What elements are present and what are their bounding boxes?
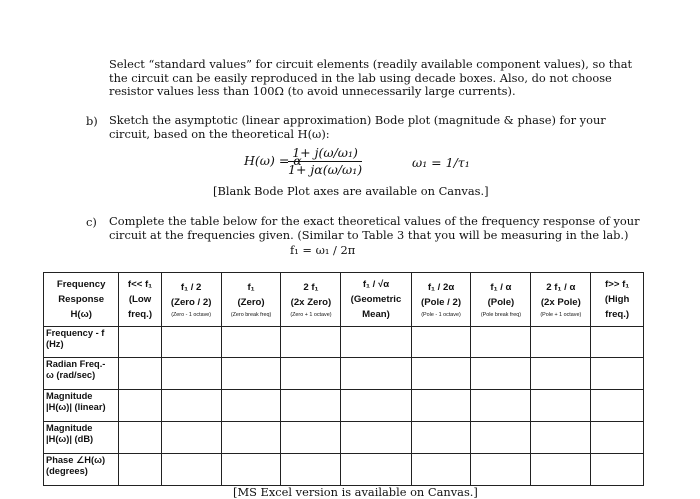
table-cell[interactable] <box>411 358 471 389</box>
frequency-response-table <box>43 272 644 486</box>
row-header <box>44 389 119 421</box>
table-cell[interactable] <box>531 358 591 389</box>
column-header-line-3: (Zero break freq) <box>230 311 272 318</box>
column-header <box>471 273 531 327</box>
excel-note: [MS Excel version is available on Canvas.] <box>233 485 478 499</box>
part-c-label: c) <box>86 215 97 229</box>
bode-axes-note: [Blank Bode Plot axes are available on Canvas.] <box>213 184 489 198</box>
table-cell[interactable] <box>161 422 221 453</box>
column-header-line-3: (Zero - 1 octave) <box>171 311 212 318</box>
column-header-line-1: f>> f₁ <box>605 278 630 290</box>
table-row <box>44 326 644 357</box>
column-header-line-3: freq.) <box>605 308 630 320</box>
table-cell[interactable] <box>161 358 221 389</box>
intro-line-3: resistor values less than 100Ω (to avoid unnecessarily large currents). <box>109 84 516 99</box>
table-cell[interactable] <box>161 389 221 421</box>
row-header-line-2: |H(ω)| (linear) <box>46 401 106 412</box>
column-header-line-2: (2x Zero) <box>290 297 332 309</box>
table-cell[interactable] <box>531 453 591 485</box>
table-cell[interactable] <box>281 358 341 389</box>
column-header-line-1: f₁ / α <box>490 282 512 294</box>
column-header <box>161 273 221 327</box>
row-header-line-1: Radian Freq.- <box>46 359 106 370</box>
transfer-function-fraction <box>288 145 362 178</box>
table-cell[interactable] <box>341 326 411 357</box>
intro-paragraph <box>109 58 649 99</box>
column-header-line-2: (High <box>604 293 630 305</box>
row-header-line-1: Magnitude <box>46 390 93 401</box>
table-cell[interactable] <box>591 389 644 421</box>
column-header <box>221 273 281 327</box>
header-cell <box>44 273 119 327</box>
column-header <box>281 273 341 327</box>
transfer-function-lhs: H(ω) = α <box>244 153 302 168</box>
part-c-text <box>109 215 649 242</box>
column-header-line-1: f₁ / √α <box>362 278 390 290</box>
column-header-line-3: (Pole - 1 octave) <box>421 311 461 318</box>
part-b-label: b) <box>86 114 98 128</box>
table-cell[interactable] <box>341 453 411 485</box>
intro-line-1: Select “standard values” for circuit elements (readily available component values), so that <box>109 57 633 71</box>
column-header-line-1: f₁ / 2α <box>427 282 455 294</box>
transfer-function-numerator: 1+ j(ω/ω₁) <box>288 145 362 162</box>
row-header <box>44 422 119 453</box>
row-header-line-2: ω (rad/sec) <box>46 370 96 381</box>
column-header-line-1: 2 f₁ / α <box>546 282 576 294</box>
table-cell[interactable] <box>471 422 531 453</box>
column-header <box>119 273 161 327</box>
row-header <box>44 326 119 357</box>
table-cell[interactable] <box>591 422 644 453</box>
table-cell[interactable] <box>119 326 161 357</box>
table-row <box>44 389 644 421</box>
table-cell[interactable] <box>281 422 341 453</box>
row-header-line-2: (Hz) <box>46 338 64 349</box>
table-cell[interactable] <box>281 453 341 485</box>
table-cell[interactable] <box>221 358 281 389</box>
table-cell[interactable] <box>281 389 341 421</box>
table-cell[interactable] <box>411 389 471 421</box>
header-line-2: Response <box>58 293 105 305</box>
column-header <box>341 273 411 327</box>
column-header <box>411 273 471 327</box>
intro-line-2: the circuit can be easily reproduced in the lab using decade boxes. Also, do not choose <box>109 70 612 85</box>
column-header-line-2: (Pole / 2) <box>421 297 462 309</box>
row-header-line-1: Phase ∠H(ω) <box>46 454 106 465</box>
column-header-line-2: (Low <box>128 293 152 305</box>
omega-definition: ω₁ = 1/τ₁ <box>412 155 470 170</box>
table-row <box>44 358 644 389</box>
f1-formula: f₁ = ω₁ / 2π <box>290 243 356 257</box>
table-cell[interactable] <box>411 453 471 485</box>
column-header-line-1: f<< f₁ <box>127 278 153 290</box>
header-line-1: Frequency <box>56 278 106 290</box>
column-header-line-1: f₁ / 2 <box>180 282 202 294</box>
part-b-line-2: circuit, based on the theoretical H(ω): <box>109 126 330 141</box>
table-cell[interactable] <box>531 326 591 357</box>
column-header-line-2: (2x Pole) <box>540 297 581 309</box>
column-header-line-3: (Pole break freq) <box>480 311 521 318</box>
table-cell[interactable] <box>341 389 411 421</box>
table-cell[interactable] <box>281 326 341 357</box>
column-header-line-2: (Pole) <box>487 297 515 309</box>
column-header-line-2: (Zero / 2) <box>170 297 212 309</box>
row-header-line-2: (degrees) <box>46 465 88 476</box>
table-cell[interactable] <box>221 422 281 453</box>
column-header-line-1: f₁ <box>247 282 255 294</box>
row-header-line-1: Frequency - f <box>46 327 105 338</box>
table-cell[interactable] <box>161 326 221 357</box>
table-header-row <box>44 273 644 327</box>
table-cell[interactable] <box>341 422 411 453</box>
column-header-line-3: (Pole + 1 octave) <box>540 311 582 318</box>
part-c-line-1: Complete the table below for the exact theoretical values of the frequency response of your <box>109 214 640 228</box>
part-b-line-1: Sketch the asymptotic (linear approximation) Bode plot (magnitude & phase) for your <box>109 113 606 127</box>
column-header-line-3: Mean) <box>362 308 390 320</box>
header-line-3: H(ω) <box>70 308 92 320</box>
table-cell[interactable] <box>591 453 644 485</box>
table-row <box>44 453 644 485</box>
table-cell[interactable] <box>119 453 161 485</box>
row-header-line-2: |H(ω)| (dB) <box>46 434 94 445</box>
column-header-line-2: (Geometric <box>350 293 402 305</box>
row-header-line-1: Magnitude <box>46 423 93 434</box>
column-header-line-2: (Zero) <box>237 297 265 309</box>
row-header <box>44 453 119 485</box>
column-header <box>591 273 644 327</box>
table-cell[interactable] <box>411 326 471 357</box>
table-cell[interactable] <box>591 326 644 357</box>
table-row <box>44 422 644 453</box>
table-cell[interactable] <box>591 358 644 389</box>
row-header <box>44 358 119 389</box>
table-cell[interactable] <box>119 422 161 453</box>
table-cell[interactable] <box>531 389 591 421</box>
table-cell[interactable] <box>221 389 281 421</box>
table-cell[interactable] <box>341 358 411 389</box>
part-b-text <box>109 114 649 141</box>
table-cell[interactable] <box>161 453 221 485</box>
table-cell[interactable] <box>411 422 471 453</box>
table-cell[interactable] <box>221 326 281 357</box>
table-cell[interactable] <box>471 453 531 485</box>
part-c-line-2: circuit at the frequencies given. (Similar to Table 3 that you will be measuring in the lab.) <box>109 227 629 242</box>
table-cell[interactable] <box>531 422 591 453</box>
table-cell[interactable] <box>119 389 161 421</box>
table-cell[interactable] <box>471 326 531 357</box>
table-cell[interactable] <box>471 358 531 389</box>
column-header-line-3: (Zero + 1 octave) <box>290 311 332 318</box>
table-cell[interactable] <box>221 453 281 485</box>
table-cell[interactable] <box>119 358 161 389</box>
transfer-function-denominator: 1+ jα(ω/ω₁) <box>288 162 363 177</box>
column-header-line-3: freq.) <box>128 308 153 320</box>
table-cell[interactable] <box>471 389 531 421</box>
column-header-line-1: 2 f₁ <box>303 282 319 294</box>
column-header <box>531 273 591 327</box>
